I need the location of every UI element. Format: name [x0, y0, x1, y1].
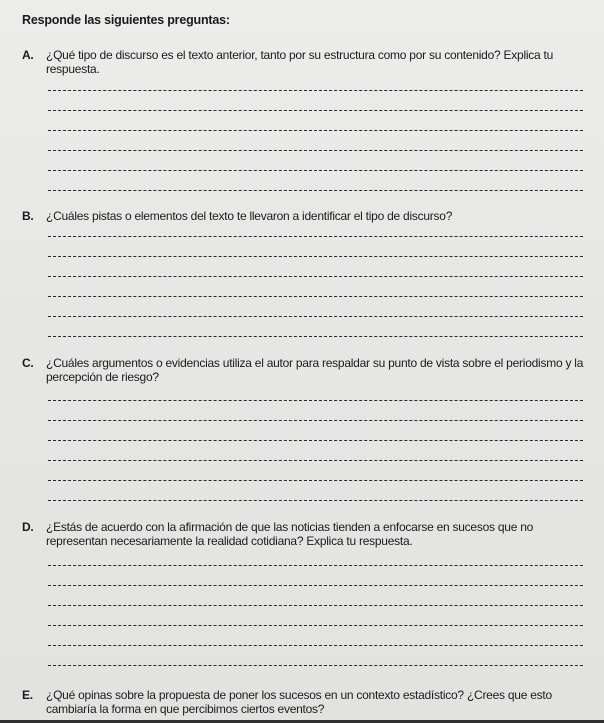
- answer-line[interactable]: [48, 500, 583, 501]
- answer-line[interactable]: [48, 190, 583, 191]
- question-a: [22, 48, 588, 76]
- question-d: [22, 520, 588, 548]
- question-c-letter: C.: [22, 356, 34, 370]
- question-e-text: ¿Qué opinas sobre la propuesta de poner los sucesos en un contexto estadístico? ¿Crees que esto cambiaría la forma en que percibimos ciertos eventos?: [46, 688, 552, 716]
- question-b: [22, 209, 588, 223]
- answer-line[interactable]: [48, 460, 583, 461]
- question-b-text: ¿Cuáles pistas o elementos del texto te llevaron a identificar el tipo de discurso?: [46, 209, 453, 223]
- question-c-text: ¿Cuáles argumentos o evidencias utiliza el autor para respaldar su punto de vista sobre el periodismo y la percepción de riesgo?: [46, 356, 584, 384]
- question-d-text: ¿Estás de acuerdo con la afirmación de que las noticias tienden a enfocarse en sucesos que no representan necesariamente la realidad cotidiana? Explica tu respuesta.: [46, 520, 534, 548]
- answer-line[interactable]: [48, 130, 583, 131]
- question-e-letter: E.: [22, 688, 33, 702]
- answer-line[interactable]: [48, 605, 583, 606]
- answer-line[interactable]: [48, 665, 583, 666]
- question-a-letter: A.: [22, 48, 34, 62]
- answer-line[interactable]: [48, 256, 583, 257]
- answer-line[interactable]: [48, 645, 583, 646]
- answer-line[interactable]: [48, 316, 583, 317]
- answer-line[interactable]: [48, 565, 583, 566]
- question-c: [22, 356, 588, 384]
- answer-line[interactable]: [48, 296, 583, 297]
- question-a-text: ¿Qué tipo de discurso es el texto anterior, tanto por su estructura como por su contenido? Explica tu respuesta.: [46, 48, 554, 76]
- worksheet-heading: Responde las siguientes preguntas:: [22, 13, 230, 27]
- question-d-letter: D.: [22, 520, 34, 534]
- answer-line[interactable]: [48, 336, 583, 337]
- answer-line[interactable]: [48, 90, 583, 91]
- answer-line[interactable]: [48, 150, 583, 151]
- answer-line[interactable]: [48, 585, 583, 586]
- question-e: [22, 688, 588, 716]
- answer-line[interactable]: [48, 400, 583, 401]
- answer-line[interactable]: [48, 276, 583, 277]
- answer-line[interactable]: [48, 236, 583, 237]
- answer-line[interactable]: [48, 440, 583, 441]
- question-b-letter: B.: [22, 209, 34, 223]
- answer-line[interactable]: [48, 170, 583, 171]
- answer-line[interactable]: [48, 625, 583, 626]
- answer-line[interactable]: [48, 110, 583, 111]
- answer-line[interactable]: [48, 420, 583, 421]
- answer-line[interactable]: [48, 480, 583, 481]
